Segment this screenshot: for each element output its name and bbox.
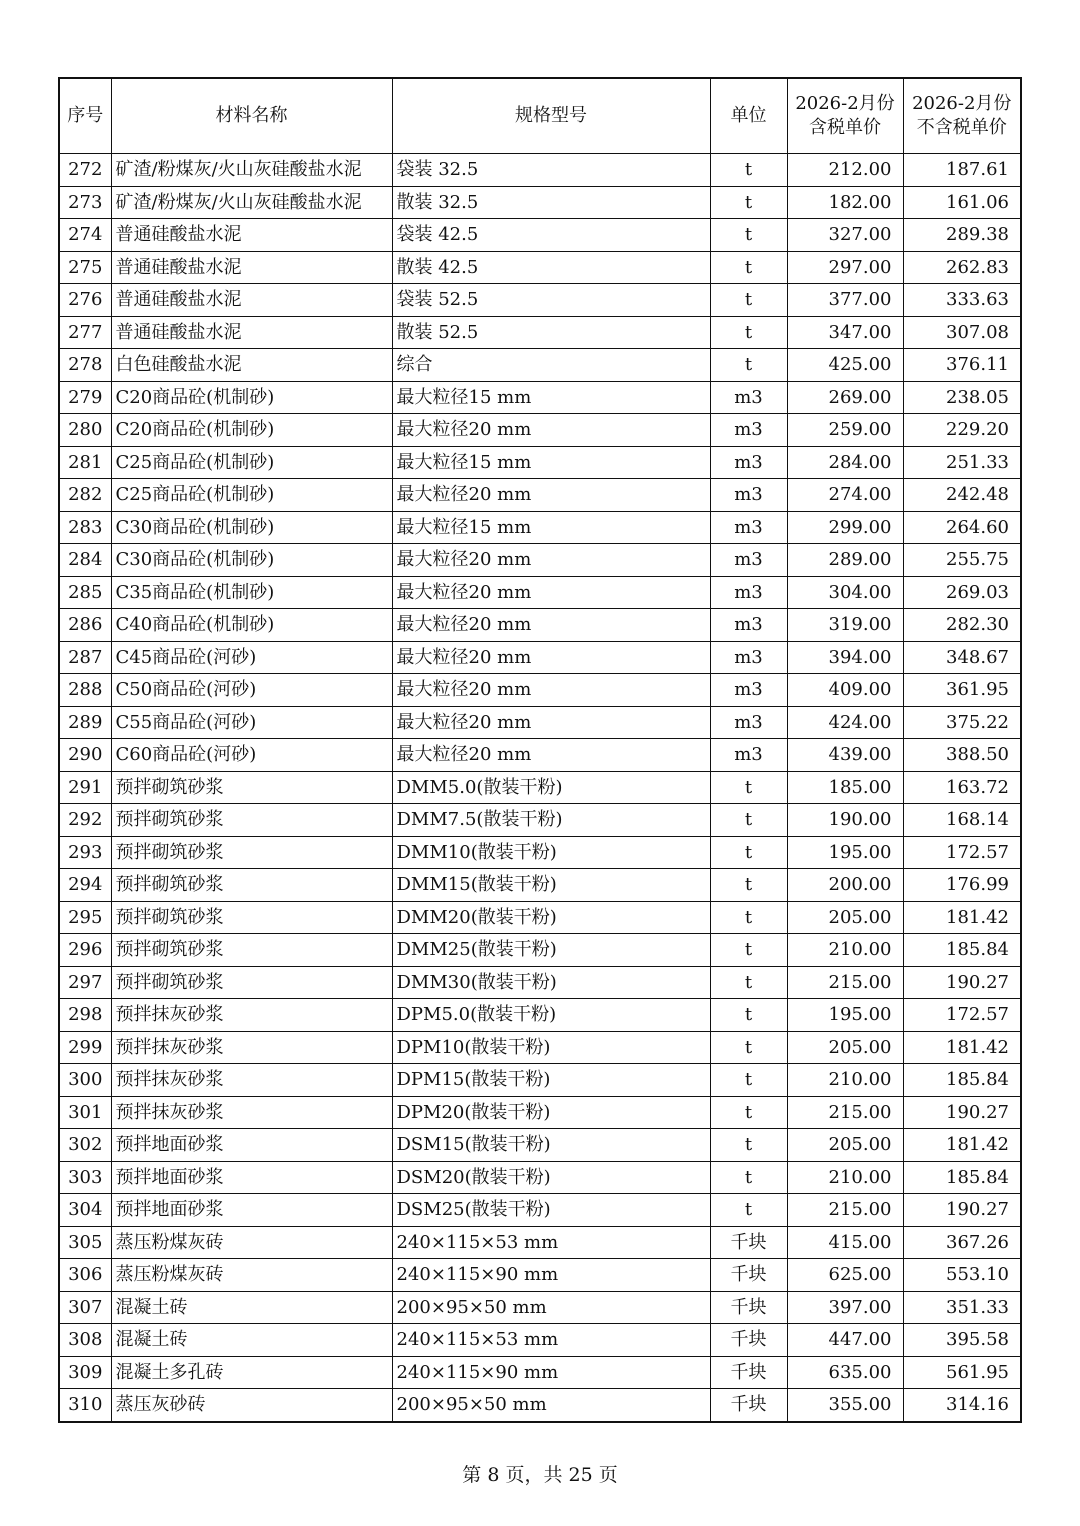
table-row	[59, 349, 1021, 382]
cell-material-name: 预拌砌筑砂浆	[111, 771, 392, 804]
cell-material-name: 矿渣/粉煤灰/火山灰硅酸盐水泥	[111, 186, 392, 219]
cell-spec: DSM15(散装干粉)	[392, 1129, 710, 1162]
cell-price-without-tax: 376.11	[903, 349, 1021, 382]
cell-price-without-tax: 251.33	[903, 446, 1021, 479]
table-row	[59, 999, 1021, 1032]
cell-price-with-tax: 210.00	[787, 1161, 903, 1194]
cell-unit: t	[710, 1129, 787, 1162]
cell-no: 292	[59, 804, 111, 837]
cell-unit: t	[710, 284, 787, 317]
cell-unit: m3	[710, 414, 787, 447]
cell-no: 275	[59, 251, 111, 284]
cell-price-without-tax: 168.14	[903, 804, 1021, 837]
table-row	[59, 706, 1021, 739]
cell-price-with-tax: 259.00	[787, 414, 903, 447]
cell-unit: 千块	[710, 1259, 787, 1292]
cell-no: 302	[59, 1129, 111, 1162]
cell-unit: t	[710, 186, 787, 219]
cell-no: 276	[59, 284, 111, 317]
cell-material-name: C35商品砼(机制砂)	[111, 576, 392, 609]
table-row	[59, 609, 1021, 642]
cell-no: 285	[59, 576, 111, 609]
cell-price-with-tax: 210.00	[787, 1064, 903, 1097]
cell-spec: 200×95×50 mm	[392, 1389, 710, 1422]
cell-material-name: 白色硅酸盐水泥	[111, 349, 392, 382]
cell-no: 284	[59, 544, 111, 577]
cell-spec: 散装 52.5	[392, 316, 710, 349]
cell-price-without-tax: 262.83	[903, 251, 1021, 284]
table-row	[59, 1064, 1021, 1097]
cell-spec: DSM25(散装干粉)	[392, 1194, 710, 1227]
cell-material-name: C30商品砼(机制砂)	[111, 511, 392, 544]
cell-price-with-tax: 210.00	[787, 934, 903, 967]
cell-no: 290	[59, 739, 111, 772]
table-header-row	[59, 78, 1021, 154]
cell-price-without-tax: 361.95	[903, 674, 1021, 707]
table-row	[59, 934, 1021, 967]
cell-spec: 袋装 42.5	[392, 219, 710, 252]
cell-price-with-tax: 289.00	[787, 544, 903, 577]
cell-material-name: 混凝土砖	[111, 1324, 392, 1357]
table-row	[59, 219, 1021, 252]
cell-material-name: 预拌地面砂浆	[111, 1161, 392, 1194]
cell-unit: t	[710, 804, 787, 837]
header-price-with-tax-line2: 含税单价	[809, 117, 881, 138]
cell-price-without-tax: 255.75	[903, 544, 1021, 577]
cell-price-with-tax: 319.00	[787, 609, 903, 642]
cell-unit: m3	[710, 544, 787, 577]
cell-no: 303	[59, 1161, 111, 1194]
header-material-name: 材料名称	[111, 78, 392, 154]
cell-price-with-tax: 215.00	[787, 1096, 903, 1129]
cell-material-name: 预拌砌筑砂浆	[111, 934, 392, 967]
cell-spec: 最大粒径20 mm	[392, 674, 710, 707]
cell-no: 297	[59, 966, 111, 999]
cell-material-name: 预拌抹灰砂浆	[111, 1064, 392, 1097]
cell-no: 308	[59, 1324, 111, 1357]
cell-price-without-tax: 333.63	[903, 284, 1021, 317]
cell-material-name: 蒸压粉煤灰砖	[111, 1259, 392, 1292]
cell-price-without-tax: 190.27	[903, 1194, 1021, 1227]
cell-unit: m3	[710, 511, 787, 544]
cell-material-name: C20商品砼(机制砂)	[111, 414, 392, 447]
cell-price-without-tax: 187.61	[903, 154, 1021, 187]
cell-unit: t	[710, 1096, 787, 1129]
table-row	[59, 739, 1021, 772]
header-price-without-tax-line1: 2026-2月份	[912, 93, 1012, 114]
cell-unit: m3	[710, 674, 787, 707]
cell-price-with-tax: 215.00	[787, 1194, 903, 1227]
cell-spec: 最大粒径20 mm	[392, 739, 710, 772]
cell-spec: DMM10(散装干粉)	[392, 836, 710, 869]
page-number: 第 8 页，共 25 页	[462, 1464, 618, 1486]
header-price-without-tax-line2: 不含税单价	[916, 117, 1007, 138]
cell-price-without-tax: 367.26	[903, 1226, 1021, 1259]
cell-no: 277	[59, 316, 111, 349]
cell-material-name: 预拌抹灰砂浆	[111, 1096, 392, 1129]
cell-no: 291	[59, 771, 111, 804]
cell-unit: t	[710, 219, 787, 252]
cell-no: 286	[59, 609, 111, 642]
table-row	[59, 1129, 1021, 1162]
cell-spec: 最大粒径20 mm	[392, 576, 710, 609]
cell-spec: 最大粒径20 mm	[392, 706, 710, 739]
cell-material-name: 混凝土砖	[111, 1291, 392, 1324]
cell-material-name: 预拌砌筑砂浆	[111, 869, 392, 902]
cell-price-with-tax: 425.00	[787, 349, 903, 382]
cell-unit: t	[710, 934, 787, 967]
cell-spec: 最大粒径20 mm	[392, 479, 710, 512]
cell-material-name: C40商品砼(机制砂)	[111, 609, 392, 642]
cell-no: 298	[59, 999, 111, 1032]
cell-unit: t	[710, 1161, 787, 1194]
cell-material-name: 预拌砌筑砂浆	[111, 966, 392, 999]
cell-spec: DMM7.5(散装干粉)	[392, 804, 710, 837]
cell-unit: t	[710, 771, 787, 804]
cell-spec: 最大粒径20 mm	[392, 414, 710, 447]
cell-price-without-tax: 181.42	[903, 1031, 1021, 1064]
cell-no: 310	[59, 1389, 111, 1422]
cell-no: 280	[59, 414, 111, 447]
cell-price-with-tax: 355.00	[787, 1389, 903, 1422]
cell-material-name: C25商品砼(机制砂)	[111, 446, 392, 479]
cell-price-with-tax: 195.00	[787, 836, 903, 869]
cell-price-without-tax: 314.16	[903, 1389, 1021, 1422]
cell-unit: m3	[710, 739, 787, 772]
cell-price-without-tax: 395.58	[903, 1324, 1021, 1357]
cell-price-without-tax: 176.99	[903, 869, 1021, 902]
cell-material-name: 矿渣/粉煤灰/火山灰硅酸盐水泥	[111, 154, 392, 187]
table-row	[59, 446, 1021, 479]
cell-price-with-tax: 415.00	[787, 1226, 903, 1259]
cell-unit: 千块	[710, 1324, 787, 1357]
cell-material-name: 普通硅酸盐水泥	[111, 316, 392, 349]
table-row	[59, 1389, 1021, 1422]
cell-unit: m3	[710, 479, 787, 512]
header-unit: 单位	[710, 78, 787, 154]
cell-price-without-tax: 561.95	[903, 1356, 1021, 1389]
table-row	[59, 251, 1021, 284]
cell-price-with-tax: 190.00	[787, 804, 903, 837]
cell-price-without-tax: 161.06	[903, 186, 1021, 219]
cell-material-name: 普通硅酸盐水泥	[111, 251, 392, 284]
cell-no: 301	[59, 1096, 111, 1129]
cell-no: 282	[59, 479, 111, 512]
cell-spec: DPM15(散装干粉)	[392, 1064, 710, 1097]
cell-no: 279	[59, 381, 111, 414]
cell-price-with-tax: 347.00	[787, 316, 903, 349]
table-row	[59, 1161, 1021, 1194]
cell-no: 288	[59, 674, 111, 707]
table-row	[59, 576, 1021, 609]
cell-price-without-tax: 388.50	[903, 739, 1021, 772]
cell-spec: 240×115×90 mm	[392, 1259, 710, 1292]
cell-spec: DMM5.0(散装干粉)	[392, 771, 710, 804]
table-row	[59, 1291, 1021, 1324]
cell-price-with-tax: 397.00	[787, 1291, 903, 1324]
table-row	[59, 186, 1021, 219]
cell-price-with-tax: 195.00	[787, 999, 903, 1032]
table-row	[59, 381, 1021, 414]
cell-spec: 最大粒径15 mm	[392, 381, 710, 414]
cell-price-without-tax: 185.84	[903, 1064, 1021, 1097]
cell-price-with-tax: 625.00	[787, 1259, 903, 1292]
cell-no: 281	[59, 446, 111, 479]
cell-spec: 散装 42.5	[392, 251, 710, 284]
cell-spec: 最大粒径20 mm	[392, 609, 710, 642]
cell-no: 294	[59, 869, 111, 902]
cell-unit: m3	[710, 706, 787, 739]
cell-spec: DPM20(散装干粉)	[392, 1096, 710, 1129]
cell-price-with-tax: 185.00	[787, 771, 903, 804]
table-row	[59, 1356, 1021, 1389]
cell-material-name: C45商品砼(河砂)	[111, 641, 392, 674]
cell-no: 278	[59, 349, 111, 382]
cell-unit: t	[710, 1064, 787, 1097]
cell-price-with-tax: 269.00	[787, 381, 903, 414]
cell-spec: 最大粒径15 mm	[392, 511, 710, 544]
cell-price-without-tax: 553.10	[903, 1259, 1021, 1292]
cell-price-without-tax: 185.84	[903, 934, 1021, 967]
cell-material-name: 预拌砌筑砂浆	[111, 901, 392, 934]
cell-material-name: C30商品砼(机制砂)	[111, 544, 392, 577]
cell-material-name: 预拌抹灰砂浆	[111, 999, 392, 1032]
cell-no: 296	[59, 934, 111, 967]
cell-price-without-tax: 348.67	[903, 641, 1021, 674]
header-no: 序号	[59, 78, 111, 154]
table-row	[59, 804, 1021, 837]
table-row	[59, 836, 1021, 869]
cell-unit: t	[710, 836, 787, 869]
cell-price-with-tax: 447.00	[787, 1324, 903, 1357]
cell-price-without-tax: 375.22	[903, 706, 1021, 739]
cell-no: 309	[59, 1356, 111, 1389]
cell-price-with-tax: 304.00	[787, 576, 903, 609]
header-spec: 规格型号	[392, 78, 710, 154]
cell-no: 287	[59, 641, 111, 674]
cell-price-without-tax: 181.42	[903, 1129, 1021, 1162]
cell-price-with-tax: 215.00	[787, 966, 903, 999]
cell-material-name: 预拌砌筑砂浆	[111, 804, 392, 837]
cell-unit: t	[710, 1194, 787, 1227]
cell-price-without-tax: 264.60	[903, 511, 1021, 544]
cell-unit: 千块	[710, 1389, 787, 1422]
table-row	[59, 316, 1021, 349]
cell-price-with-tax: 274.00	[787, 479, 903, 512]
cell-spec: DMM15(散装干粉)	[392, 869, 710, 902]
cell-price-with-tax: 299.00	[787, 511, 903, 544]
table-row	[59, 901, 1021, 934]
cell-material-name: 蒸压灰砂砖	[111, 1389, 392, 1422]
cell-material-name: C50商品砼(河砂)	[111, 674, 392, 707]
cell-price-with-tax: 205.00	[787, 901, 903, 934]
cell-spec: 综合	[392, 349, 710, 382]
cell-material-name: 蒸压粉煤灰砖	[111, 1226, 392, 1259]
cell-material-name: 预拌地面砂浆	[111, 1129, 392, 1162]
cell-material-name: 预拌砌筑砂浆	[111, 836, 392, 869]
cell-price-without-tax: 181.42	[903, 901, 1021, 934]
cell-price-without-tax: 238.05	[903, 381, 1021, 414]
table-row	[59, 1324, 1021, 1357]
cell-no: 272	[59, 154, 111, 187]
material-price-table	[58, 77, 1022, 1423]
cell-material-name: 普通硅酸盐水泥	[111, 284, 392, 317]
cell-material-name: C20商品砼(机制砂)	[111, 381, 392, 414]
cell-no: 307	[59, 1291, 111, 1324]
cell-material-name: 预拌抹灰砂浆	[111, 1031, 392, 1064]
cell-price-without-tax: 269.03	[903, 576, 1021, 609]
cell-spec: DMM20(散装干粉)	[392, 901, 710, 934]
cell-unit: t	[710, 999, 787, 1032]
cell-spec: 最大粒径20 mm	[392, 544, 710, 577]
header-price-with-tax	[787, 78, 903, 154]
cell-no: 305	[59, 1226, 111, 1259]
table-row	[59, 284, 1021, 317]
cell-spec: 240×115×53 mm	[392, 1324, 710, 1357]
cell-price-with-tax: 394.00	[787, 641, 903, 674]
cell-spec: 240×115×90 mm	[392, 1356, 710, 1389]
cell-no: 289	[59, 706, 111, 739]
cell-price-without-tax: 289.38	[903, 219, 1021, 252]
cell-no: 304	[59, 1194, 111, 1227]
table-row	[59, 479, 1021, 512]
table-row	[59, 1194, 1021, 1227]
cell-spec: 最大粒径15 mm	[392, 446, 710, 479]
cell-no: 283	[59, 511, 111, 544]
cell-material-name: 普通硅酸盐水泥	[111, 219, 392, 252]
cell-unit: t	[710, 349, 787, 382]
cell-spec: 200×95×50 mm	[392, 1291, 710, 1324]
cell-spec: 袋装 32.5	[392, 154, 710, 187]
cell-spec: 袋装 52.5	[392, 284, 710, 317]
table-row	[59, 869, 1021, 902]
cell-unit: m3	[710, 609, 787, 642]
header-price-without-tax	[903, 78, 1021, 154]
table-row	[59, 1031, 1021, 1064]
cell-spec: DPM10(散装干粉)	[392, 1031, 710, 1064]
cell-spec: 最大粒径20 mm	[392, 641, 710, 674]
cell-price-with-tax: 297.00	[787, 251, 903, 284]
cell-unit: t	[710, 316, 787, 349]
cell-price-without-tax: 190.27	[903, 966, 1021, 999]
cell-price-without-tax: 163.72	[903, 771, 1021, 804]
table-body	[59, 154, 1021, 1422]
cell-no: 299	[59, 1031, 111, 1064]
table-row	[59, 154, 1021, 187]
cell-spec: DPM5.0(散装干粉)	[392, 999, 710, 1032]
cell-unit: 千块	[710, 1356, 787, 1389]
cell-price-without-tax: 282.30	[903, 609, 1021, 642]
cell-unit: t	[710, 1031, 787, 1064]
cell-no: 274	[59, 219, 111, 252]
cell-unit: m3	[710, 446, 787, 479]
cell-spec: 240×115×53 mm	[392, 1226, 710, 1259]
cell-no: 293	[59, 836, 111, 869]
cell-price-with-tax: 212.00	[787, 154, 903, 187]
cell-no: 295	[59, 901, 111, 934]
cell-price-with-tax: 439.00	[787, 739, 903, 772]
table-row	[59, 511, 1021, 544]
table-row	[59, 1096, 1021, 1129]
cell-price-without-tax: 190.27	[903, 1096, 1021, 1129]
cell-unit: 千块	[710, 1226, 787, 1259]
cell-price-with-tax: 205.00	[787, 1129, 903, 1162]
table-row	[59, 1226, 1021, 1259]
cell-no: 300	[59, 1064, 111, 1097]
cell-material-name: C60商品砼(河砂)	[111, 739, 392, 772]
cell-price-without-tax: 242.48	[903, 479, 1021, 512]
cell-price-without-tax: 307.08	[903, 316, 1021, 349]
table-row	[59, 674, 1021, 707]
cell-price-without-tax: 351.33	[903, 1291, 1021, 1324]
cell-price-with-tax: 424.00	[787, 706, 903, 739]
table-row	[59, 641, 1021, 674]
cell-price-with-tax: 200.00	[787, 869, 903, 902]
cell-no: 273	[59, 186, 111, 219]
cell-price-with-tax: 284.00	[787, 446, 903, 479]
cell-unit: t	[710, 966, 787, 999]
cell-spec: DSM20(散装干粉)	[392, 1161, 710, 1194]
table-row	[59, 414, 1021, 447]
cell-material-name: 混凝土多孔砖	[111, 1356, 392, 1389]
cell-price-without-tax: 172.57	[903, 999, 1021, 1032]
header-price-with-tax-line1: 2026-2月份	[795, 93, 895, 114]
cell-unit: t	[710, 251, 787, 284]
cell-unit: m3	[710, 381, 787, 414]
table-row	[59, 771, 1021, 804]
cell-price-with-tax: 635.00	[787, 1356, 903, 1389]
table-row	[59, 544, 1021, 577]
cell-material-name: C55商品砼(河砂)	[111, 706, 392, 739]
cell-material-name: 预拌地面砂浆	[111, 1194, 392, 1227]
table-row	[59, 1259, 1021, 1292]
table-row	[59, 966, 1021, 999]
cell-price-without-tax: 229.20	[903, 414, 1021, 447]
cell-price-without-tax: 185.84	[903, 1161, 1021, 1194]
cell-price-without-tax: 172.57	[903, 836, 1021, 869]
cell-unit: m3	[710, 641, 787, 674]
cell-price-with-tax: 182.00	[787, 186, 903, 219]
cell-spec: 散装 32.5	[392, 186, 710, 219]
cell-unit: t	[710, 154, 787, 187]
cell-price-with-tax: 205.00	[787, 1031, 903, 1064]
cell-no: 306	[59, 1259, 111, 1292]
cell-unit: m3	[710, 576, 787, 609]
cell-unit: t	[710, 901, 787, 934]
cell-material-name: C25商品砼(机制砂)	[111, 479, 392, 512]
cell-spec: DMM25(散装干粉)	[392, 934, 710, 967]
cell-unit: 千块	[710, 1291, 787, 1324]
cell-unit: t	[710, 869, 787, 902]
cell-price-with-tax: 327.00	[787, 219, 903, 252]
cell-price-with-tax: 377.00	[787, 284, 903, 317]
cell-spec: DMM30(散装干粉)	[392, 966, 710, 999]
cell-price-with-tax: 409.00	[787, 674, 903, 707]
